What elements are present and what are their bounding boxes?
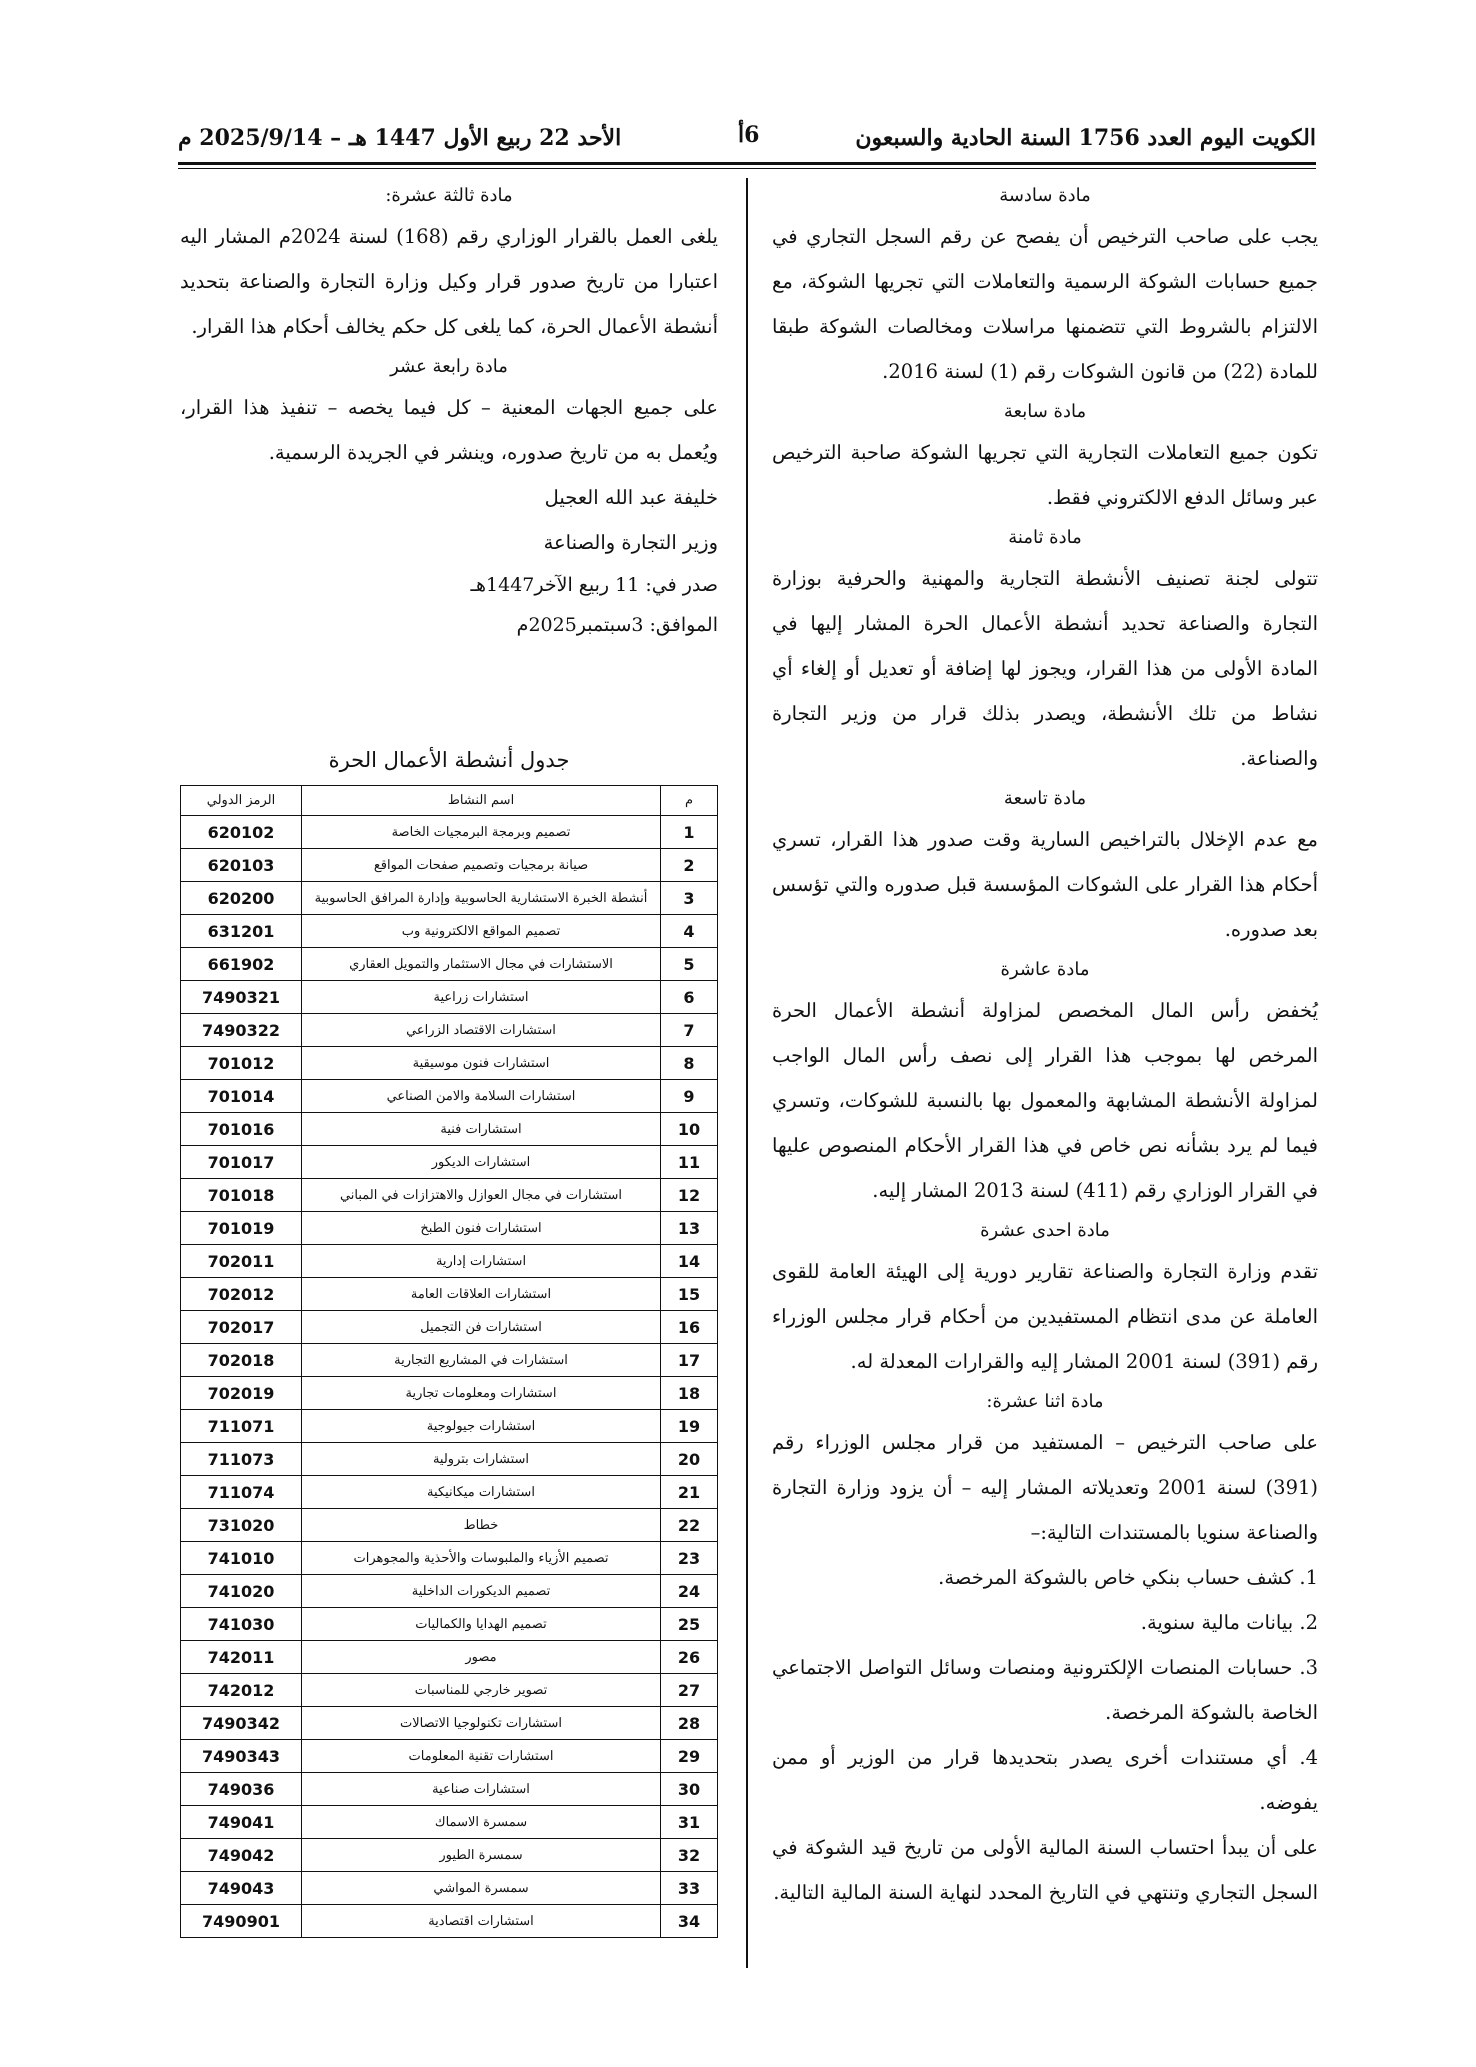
article-12-item-3: 3. حسابات المنصات الإلكترونية ومنصات وسائل التواصل الاجتماعي الخاصة بالشوكة المرخصة. [772, 1656, 1318, 1724]
table-body [181, 816, 718, 1938]
intl-code: 749041 [181, 1806, 302, 1839]
intl-code: 620102 [181, 816, 302, 849]
row-number: 1 [661, 816, 718, 849]
intl-code: 7490322 [181, 1014, 302, 1047]
activities-table [180, 785, 718, 1938]
activity-name: تصميم الهدايا والكماليات [302, 1608, 661, 1641]
activity-name: استشارات في المشاريع التجارية [302, 1344, 661, 1377]
table-row [181, 915, 718, 948]
column-divider [746, 178, 748, 1968]
activity-name: استشارات فنون الطبخ [302, 1212, 661, 1245]
activity-name: استشارات ميكانيكية [302, 1476, 661, 1509]
article-12-text: على صاحب الترخيص – المستفيد من قرار مجلس الوزراء رقم (391) لسنة 2001 وتعديلاته المشار إليه – أن يزود وزارة التجارة والصناعة سنويا بالمستندات التالية:– [772, 1431, 1318, 1544]
table-row [181, 1179, 718, 1212]
activity-name: استشارات فنون موسيقية [302, 1047, 661, 1080]
table-header-row [181, 786, 718, 816]
table-row [181, 1608, 718, 1641]
row-number: 22 [661, 1509, 718, 1542]
header-intl-code: الرمز الدولي [181, 786, 302, 816]
table-row [181, 1641, 718, 1674]
activity-name: استشارات بترولية [302, 1443, 661, 1476]
activity-name: تصميم الأزياء والملبوسات والأحذية والمجوهرات [302, 1542, 661, 1575]
article-8-title: مادة ثامنة [1008, 527, 1082, 548]
intl-code: 742012 [181, 1674, 302, 1707]
intl-code: 749036 [181, 1773, 302, 1806]
row-number: 25 [661, 1608, 718, 1641]
intl-code: 731020 [181, 1509, 302, 1542]
header-rule-thick [178, 162, 1316, 165]
intl-code: 701019 [181, 1212, 302, 1245]
table-row [181, 1080, 718, 1113]
article-11-title: مادة احدى عشرة [980, 1220, 1110, 1241]
table-row [181, 1707, 718, 1740]
row-number: 32 [661, 1839, 718, 1872]
activity-name: استشارات فنية [302, 1113, 661, 1146]
activity-name: استشارات تكنولوجيا الاتصالات [302, 1707, 661, 1740]
row-number: 12 [661, 1179, 718, 1212]
activity-name: تصميم المواقع الالكترونية وب [302, 915, 661, 948]
row-number: 13 [661, 1212, 718, 1245]
header-date: الأحد 22 ربيع الأول 1447 هـ – 2025/9/14 م [178, 125, 622, 151]
row-number: 15 [661, 1278, 718, 1311]
article-9-title: مادة تاسعة [1003, 788, 1087, 809]
article-13-title: مادة ثالثة عشرة: [385, 185, 513, 206]
activity-name: استشارات تقنية المعلومات [302, 1740, 661, 1773]
row-number: 33 [661, 1872, 718, 1905]
intl-code: 620103 [181, 849, 302, 882]
activity-name: استشارات الاقتصاد الزراعي [302, 1014, 661, 1047]
table-row [181, 1443, 718, 1476]
intl-code: 702018 [181, 1344, 302, 1377]
activity-name: خطاط [302, 1509, 661, 1542]
table-row [181, 1410, 718, 1443]
signer-name: خليفة عبد الله العجيل [544, 486, 718, 509]
activity-name: أنشطة الخبرة الاستشارية الحاسوبية وإدارة المرافق الحاسوبية [302, 882, 661, 915]
activity-name: استشارات في مجال العوازل والاهتزازات في المباني [302, 1179, 661, 1212]
row-number: 2 [661, 849, 718, 882]
row-number: 9 [661, 1080, 718, 1113]
row-number: 27 [661, 1674, 718, 1707]
intl-code: 711071 [181, 1410, 302, 1443]
article-6-title: مادة سادسة [999, 185, 1091, 206]
article-14-title: مادة رابعة عشر [390, 356, 508, 377]
article-8-text: تتولى لجنة تصنيف الأنشطة التجارية والمهنية والحرفية بوزارة التجارة والصناعة تحديد أنشطة الأعمال الحرة المشار إليها في المادة الأولى من هذا القرار، ويجوز لها إضافة أو تعديل أو إلغاء أي نشاط من تلك الأنشطة، ويصدر بذلك قرار من وزير التجارة والصناعة. [772, 567, 1318, 770]
row-number: 18 [661, 1377, 718, 1410]
intl-code: 749042 [181, 1839, 302, 1872]
article-12-item-2: 2. بيانات مالية سنوية. [1140, 1611, 1318, 1634]
intl-code: 7490321 [181, 981, 302, 1014]
intl-code: 7490343 [181, 1740, 302, 1773]
article-14-text: على جميع الجهات المعنية – كل فيما يخصه – تنفيذ هذا القرار، ويُعمل به من تاريخ صدوره، وينشر في الجريدة الرسمية. [180, 396, 718, 464]
row-number: 17 [661, 1344, 718, 1377]
row-number: 30 [661, 1773, 718, 1806]
article-10-text: يُخفض رأس المال المخصص لمزاولة أنشطة الأعمال الحرة المرخص لها بموجب هذا القرار إلى نصف رأس المال الواجب لمزاولة الأنشطة المشابهة والمعمول بها بالنسبة للشوكات، وتسري فيما لم يرد بشأنه نص خاص في هذا القرار الأحكام المنصوص عليها في القرار الوزاري رقم (411) لسنة 2013 المشار إليه. [772, 999, 1318, 1202]
table-row [181, 1377, 718, 1410]
article-13-text: يلغى العمل بالقرار الوزاري رقم (168) لسنة 2024م المشار اليه اعتبارا من تاريخ صدور قرار وكيل وزارة التجارة والصناعة بتحديد أنشطة الأعمال الحرة، كما يلغى كل حكم يخالف أحكام هذا القرار. [180, 225, 718, 338]
header-gazette-issue: الكويت اليوم العدد 1756 السنة الحادية والسبعون [855, 125, 1316, 151]
header-num: م [661, 786, 718, 816]
issue-date-gregorian: الموافق: 3سبتمبر2025م [516, 614, 718, 636]
intl-code: 7490901 [181, 1905, 302, 1938]
activity-name: استشارات العلاقات العامة [302, 1278, 661, 1311]
table-row [181, 1476, 718, 1509]
intl-code: 702012 [181, 1278, 302, 1311]
activity-name: استشارات السلامة والامن الصناعي [302, 1080, 661, 1113]
page-header [178, 118, 1316, 158]
table-row [181, 1575, 718, 1608]
table-row [181, 1014, 718, 1047]
table-row [181, 1740, 718, 1773]
row-number: 21 [661, 1476, 718, 1509]
activity-name: الاستشارات في مجال الاستثمار والتمويل العقاري [302, 948, 661, 981]
row-number: 10 [661, 1113, 718, 1146]
intl-code: 701017 [181, 1146, 302, 1179]
article-12-closing: على أن يبدأ احتساب السنة المالية الأولى من تاريخ قيد الشوكة في السجل التجاري وتنتهي في التاريخ المحدد لنهاية السنة المالية التالية. [772, 1836, 1318, 1904]
row-number: 4 [661, 915, 718, 948]
activity-name: سمسرة الطيور [302, 1839, 661, 1872]
header-activity-name: اسم النشاط [302, 786, 661, 816]
activity-name: استشارات الديكور [302, 1146, 661, 1179]
row-number: 28 [661, 1707, 718, 1740]
activity-name: سمسرة المواشي [302, 1872, 661, 1905]
table-row [181, 1674, 718, 1707]
row-number: 26 [661, 1641, 718, 1674]
intl-code: 702011 [181, 1245, 302, 1278]
activity-name: استشارات صناعية [302, 1773, 661, 1806]
row-number: 7 [661, 1014, 718, 1047]
activity-name: استشارات زراعية [302, 981, 661, 1014]
activity-name: استشارات إدارية [302, 1245, 661, 1278]
header-rule-thin [178, 168, 1316, 169]
intl-code: 661902 [181, 948, 302, 981]
table-row [181, 1542, 718, 1575]
intl-code: 7490342 [181, 1707, 302, 1740]
table-row [181, 948, 718, 981]
row-number: 16 [661, 1311, 718, 1344]
activity-name: تصوير خارجي للمناسبات [302, 1674, 661, 1707]
row-number: 14 [661, 1245, 718, 1278]
row-number: 5 [661, 948, 718, 981]
table-row [181, 1872, 718, 1905]
table-row [181, 1839, 718, 1872]
intl-code: 741010 [181, 1542, 302, 1575]
intl-code: 702017 [181, 1311, 302, 1344]
article-11-text: تقدم وزارة التجارة والصناعة تقارير دورية إلى الهيئة العامة للقوى العاملة عن مدى انتظام المستفيدين من أحكام قرار مجلس الوزراء رقم (391) لسنة 2001 المشار إليه والقرارات المعدلة له. [772, 1260, 1318, 1373]
activity-name: استشارات اقتصادية [302, 1905, 661, 1938]
table-row [181, 1278, 718, 1311]
signer-title: وزير التجارة والصناعة [543, 531, 718, 554]
article-7-title: مادة سابعة [1003, 401, 1087, 422]
article-12-title: مادة اثنا عشرة: [986, 1391, 1104, 1412]
intl-code: 701018 [181, 1179, 302, 1212]
row-number: 29 [661, 1740, 718, 1773]
table-row [181, 1344, 718, 1377]
intl-code: 701014 [181, 1080, 302, 1113]
table-row [181, 981, 718, 1014]
table-row [181, 1212, 718, 1245]
table-row [181, 1311, 718, 1344]
article-12-item-1: 1. كشف حساب بنكي خاص بالشوكة المرخصة. [938, 1566, 1318, 1589]
table-row [181, 816, 718, 849]
intl-code: 711073 [181, 1443, 302, 1476]
row-number: 24 [661, 1575, 718, 1608]
article-9-text: مع عدم الإخلال بالتراخيص السارية وقت صدور هذا القرار، تسري أحكام هذا القرار على الشوكات المؤسسة قبل صدوره والتي تؤسس بعد صدوره. [772, 828, 1318, 941]
intl-code: 631201 [181, 915, 302, 948]
left-column [180, 178, 718, 645]
activity-name: مصور [302, 1641, 661, 1674]
article-10-title: مادة عاشرة [1000, 959, 1090, 980]
intl-code: 741030 [181, 1608, 302, 1641]
row-number: 20 [661, 1443, 718, 1476]
row-number: 19 [661, 1410, 718, 1443]
activity-name: صيانة برمجيات وتصميم صفحات المواقع [302, 849, 661, 882]
table-row [181, 1509, 718, 1542]
row-number: 6 [661, 981, 718, 1014]
table-row [181, 1146, 718, 1179]
intl-code: 711074 [181, 1476, 302, 1509]
intl-code: 749043 [181, 1872, 302, 1905]
table-row [181, 1905, 718, 1938]
activities-table-title: جدول أنشطة الأعمال الحرة [328, 748, 570, 772]
table-row [181, 1806, 718, 1839]
intl-code: 742011 [181, 1641, 302, 1674]
row-number: 23 [661, 1542, 718, 1575]
activity-name: تصميم الديكورات الداخلية [302, 1575, 661, 1608]
table-row [181, 882, 718, 915]
table-row [181, 1245, 718, 1278]
table-row [181, 849, 718, 882]
row-number: 34 [661, 1905, 718, 1938]
activity-name: سمسرة الاسماك [302, 1806, 661, 1839]
intl-code: 741020 [181, 1575, 302, 1608]
header-page-number: 6أ [738, 122, 760, 148]
intl-code: 701016 [181, 1113, 302, 1146]
intl-code: 620200 [181, 882, 302, 915]
article-7-text: تكون جميع التعاملات التجارية التي تجريها الشوكة صاحبة الترخيص عبر وسائل الدفع الالكتروني فقط. [772, 441, 1318, 509]
activity-name: استشارات ومعلومات تجارية [302, 1377, 661, 1410]
intl-code: 701012 [181, 1047, 302, 1080]
table-row [181, 1773, 718, 1806]
table-row [181, 1047, 718, 1080]
row-number: 31 [661, 1806, 718, 1839]
article-12-item-4: 4. أي مستندات أخرى يصدر بتحديدها قرار من الوزير أو ممن يفوضه. [772, 1746, 1318, 1814]
activity-name: استشارات جيولوجية [302, 1410, 661, 1443]
article-6-text: يجب على صاحب الترخيص أن يفصح عن رقم السجل التجاري في جميع حسابات الشوكة الرسمية والتعاملات التي تجريها الشوكة، مع الالتزام بالشروط التي تتضمنها مراسلات ومخالصات الشوكة طبقا للمادة (22) من قانون الشوكات رقم (1) لسنة 2016. [772, 225, 1318, 383]
activity-name: استشارات فن التجميل [302, 1311, 661, 1344]
row-number: 8 [661, 1047, 718, 1080]
intl-code: 702019 [181, 1377, 302, 1410]
issue-date-hijri: صدر في: 11 ربيع الآخر1447هـ [470, 574, 718, 596]
right-column [772, 178, 1318, 1915]
row-number: 3 [661, 882, 718, 915]
row-number: 11 [661, 1146, 718, 1179]
activity-name: تصميم وبرمجة البرمجيات الخاصة [302, 816, 661, 849]
table-row [181, 1113, 718, 1146]
